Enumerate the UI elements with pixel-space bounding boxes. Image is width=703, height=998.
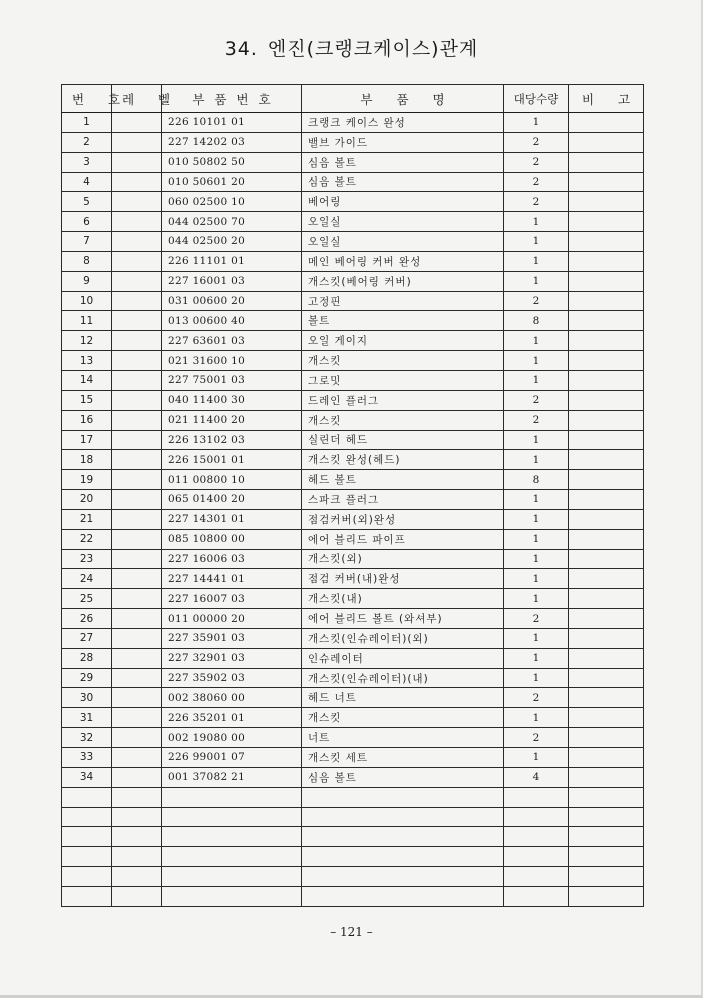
- row-remarks: [569, 569, 644, 589]
- row-part-name: 메인 베어링 커버 완성: [302, 251, 504, 271]
- row-part-number: 002 19080 00: [162, 728, 302, 748]
- row-remarks: [569, 509, 644, 529]
- header-level: 레 벨: [112, 85, 162, 113]
- row-part-name: 에어 블리드 볼트 (와셔부): [302, 609, 504, 629]
- row-part-name: 에어 블리드 파이프: [302, 529, 504, 549]
- row-quantity: 1: [504, 271, 569, 291]
- table-row: [62, 351, 644, 371]
- row-part-number: 065 01400 20: [162, 490, 302, 510]
- row-quantity: 1: [504, 648, 569, 668]
- row-part-number: 044 02500 70: [162, 212, 302, 232]
- row-no: 5: [62, 192, 112, 212]
- header-no: 번 호: [62, 85, 112, 113]
- row-remarks: [569, 847, 644, 867]
- row-quantity: 2: [504, 728, 569, 748]
- row-level: [112, 807, 162, 827]
- row-quantity: 1: [504, 430, 569, 450]
- row-quantity: 2: [504, 192, 569, 212]
- row-level: [112, 549, 162, 569]
- row-quantity: 1: [504, 509, 569, 529]
- row-level: [112, 291, 162, 311]
- table-row: [62, 648, 644, 668]
- table-row: [62, 708, 644, 728]
- row-quantity: 1: [504, 569, 569, 589]
- row-level: [112, 470, 162, 490]
- row-quantity: 2: [504, 688, 569, 708]
- row-part-name: 개스킷: [302, 410, 504, 430]
- table-row: [62, 628, 644, 648]
- header-part-number: 부품번호: [162, 85, 302, 113]
- row-no: 9: [62, 271, 112, 291]
- table-row: [62, 152, 644, 172]
- row-part-number: [162, 827, 302, 847]
- row-part-name: 개스킷(내): [302, 589, 504, 609]
- row-quantity: 1: [504, 668, 569, 688]
- section-number: 34.: [224, 38, 258, 60]
- table-header-row: [62, 85, 644, 113]
- row-no: 2: [62, 132, 112, 152]
- row-quantity: 2: [504, 410, 569, 430]
- empty-table-row: [62, 827, 644, 847]
- row-part-number: [162, 787, 302, 807]
- row-part-name: [302, 827, 504, 847]
- table-row: [62, 291, 644, 311]
- row-level: [112, 847, 162, 867]
- row-quantity: 2: [504, 152, 569, 172]
- row-part-name: 헤드 볼트: [302, 470, 504, 490]
- row-part-name: 개스킷 세트: [302, 748, 504, 768]
- row-remarks: [569, 490, 644, 510]
- row-part-name: 인슈레이터: [302, 648, 504, 668]
- table-row: [62, 311, 644, 331]
- row-level: [112, 390, 162, 410]
- row-part-number: 227 63601 03: [162, 331, 302, 351]
- row-part-number: 226 11101 01: [162, 251, 302, 271]
- row-part-number: 227 14202 03: [162, 132, 302, 152]
- row-quantity: [504, 867, 569, 887]
- row-quantity: [504, 847, 569, 867]
- row-quantity: 1: [504, 450, 569, 470]
- row-no: 14: [62, 370, 112, 390]
- row-part-name: 개스킷(인슈레이터)(외): [302, 628, 504, 648]
- row-part-name: 오일실: [302, 232, 504, 252]
- table-row: [62, 251, 644, 271]
- section-title: 엔진(크랭크케이스)관계: [267, 38, 479, 60]
- table-row: [62, 172, 644, 192]
- row-no: 34: [62, 767, 112, 787]
- row-level: [112, 589, 162, 609]
- row-remarks: [569, 807, 644, 827]
- table-row: [62, 609, 644, 629]
- row-part-name: 개스킷(베어링 커버): [302, 271, 504, 291]
- row-part-number: 226 13102 03: [162, 430, 302, 450]
- row-remarks: [569, 410, 644, 430]
- row-part-number: 010 50802 50: [162, 152, 302, 172]
- row-part-number: 002 38060 00: [162, 688, 302, 708]
- row-quantity: 1: [504, 529, 569, 549]
- row-level: [112, 450, 162, 470]
- row-part-number: [162, 867, 302, 887]
- table-body: [62, 113, 644, 907]
- row-part-number: 227 16001 03: [162, 271, 302, 291]
- row-quantity: 1: [504, 708, 569, 728]
- header-quantity: 대당수량: [504, 85, 569, 113]
- row-remarks: [569, 708, 644, 728]
- row-part-number: [162, 847, 302, 867]
- row-level: [112, 132, 162, 152]
- row-level: [112, 351, 162, 371]
- row-no: 10: [62, 291, 112, 311]
- row-part-name: 개스킷: [302, 708, 504, 728]
- page-number: – 121 –: [330, 925, 373, 939]
- empty-table-row: [62, 847, 644, 867]
- row-remarks: [569, 668, 644, 688]
- row-part-number: 226 15001 01: [162, 450, 302, 470]
- row-part-number: 031 00600 20: [162, 291, 302, 311]
- page-title: [0, 34, 703, 61]
- table-row: [62, 271, 644, 291]
- row-remarks: [569, 132, 644, 152]
- row-level: [112, 569, 162, 589]
- row-part-number: [162, 886, 302, 906]
- row-level: [112, 787, 162, 807]
- row-remarks: [569, 271, 644, 291]
- row-level: [112, 430, 162, 450]
- row-remarks: [569, 331, 644, 351]
- row-part-number: 044 02500 20: [162, 232, 302, 252]
- row-no: [62, 787, 112, 807]
- table-row: [62, 370, 644, 390]
- table-row: [62, 668, 644, 688]
- row-level: [112, 212, 162, 232]
- row-level: [112, 113, 162, 133]
- row-no: 20: [62, 490, 112, 510]
- row-part-number: 001 37082 21: [162, 767, 302, 787]
- row-remarks: [569, 748, 644, 768]
- row-remarks: [569, 589, 644, 609]
- row-no: 1: [62, 113, 112, 133]
- row-quantity: 1: [504, 589, 569, 609]
- table-row: [62, 113, 644, 133]
- row-level: [112, 767, 162, 787]
- table-row: [62, 132, 644, 152]
- table-row: [62, 430, 644, 450]
- row-level: [112, 748, 162, 768]
- row-remarks: [569, 152, 644, 172]
- row-level: [112, 688, 162, 708]
- row-quantity: 2: [504, 132, 569, 152]
- empty-table-row: [62, 886, 644, 906]
- row-part-number: 226 99001 07: [162, 748, 302, 768]
- row-level: [112, 867, 162, 887]
- row-level: [112, 728, 162, 748]
- row-quantity: 8: [504, 311, 569, 331]
- table-row: [62, 331, 644, 351]
- table-row: [62, 509, 644, 529]
- row-part-name: 심음 볼트: [302, 767, 504, 787]
- row-no: [62, 847, 112, 867]
- row-part-name: 개스킷(외): [302, 549, 504, 569]
- row-part-number: 227 35902 03: [162, 668, 302, 688]
- row-level: [112, 628, 162, 648]
- row-part-name: 드레인 플러그: [302, 390, 504, 410]
- row-remarks: [569, 728, 644, 748]
- row-no: 33: [62, 748, 112, 768]
- table-row: [62, 232, 644, 252]
- row-remarks: [569, 430, 644, 450]
- table-row: [62, 728, 644, 748]
- row-remarks: [569, 688, 644, 708]
- row-quantity: 4: [504, 767, 569, 787]
- row-remarks: [569, 767, 644, 787]
- row-quantity: 1: [504, 748, 569, 768]
- row-level: [112, 192, 162, 212]
- row-part-number: 226 35201 01: [162, 708, 302, 728]
- row-part-number: 227 16007 03: [162, 589, 302, 609]
- row-part-number: 227 14441 01: [162, 569, 302, 589]
- row-part-name: 크랭크 케이스 완성: [302, 113, 504, 133]
- row-quantity: 8: [504, 470, 569, 490]
- row-remarks: [569, 212, 644, 232]
- row-part-number: 085 10800 00: [162, 529, 302, 549]
- row-no: 30: [62, 688, 112, 708]
- row-no: 13: [62, 351, 112, 371]
- row-remarks: [569, 311, 644, 331]
- row-no: 8: [62, 251, 112, 271]
- row-quantity: 2: [504, 172, 569, 192]
- row-remarks: [569, 787, 644, 807]
- row-no: 17: [62, 430, 112, 450]
- row-quantity: 1: [504, 212, 569, 232]
- row-remarks: [569, 628, 644, 648]
- table-row: [62, 192, 644, 212]
- row-level: [112, 232, 162, 252]
- row-part-number: 227 32901 03: [162, 648, 302, 668]
- row-part-name: 개스킷 완성(헤드): [302, 450, 504, 470]
- row-no: 6: [62, 212, 112, 232]
- row-level: [112, 708, 162, 728]
- table-row: [62, 450, 644, 470]
- row-part-number: 226 10101 01: [162, 113, 302, 133]
- table-row: [62, 549, 644, 569]
- row-level: [112, 827, 162, 847]
- row-part-name: 그로밋: [302, 370, 504, 390]
- row-level: [112, 172, 162, 192]
- row-no: 15: [62, 390, 112, 410]
- row-quantity: 1: [504, 490, 569, 510]
- header-part-name: 부 품 명: [302, 85, 504, 113]
- row-part-name: 너트: [302, 728, 504, 748]
- row-quantity: [504, 787, 569, 807]
- row-no: 26: [62, 609, 112, 629]
- row-no: [62, 807, 112, 827]
- row-part-number: 040 11400 30: [162, 390, 302, 410]
- row-no: 27: [62, 628, 112, 648]
- row-no: 21: [62, 509, 112, 529]
- table-row: [62, 212, 644, 232]
- row-part-name: 점검 커버(내)완성: [302, 569, 504, 589]
- table-row: [62, 410, 644, 430]
- row-no: 32: [62, 728, 112, 748]
- row-no: 23: [62, 549, 112, 569]
- row-level: [112, 490, 162, 510]
- row-level: [112, 271, 162, 291]
- row-quantity: 1: [504, 628, 569, 648]
- row-part-name: 점검커버(외)완성: [302, 509, 504, 529]
- row-part-number: 010 50601 20: [162, 172, 302, 192]
- row-no: [62, 886, 112, 906]
- row-remarks: [569, 549, 644, 569]
- row-no: 4: [62, 172, 112, 192]
- row-level: [112, 529, 162, 549]
- row-level: [112, 668, 162, 688]
- row-part-name: 심음 볼트: [302, 172, 504, 192]
- row-part-number: 011 00000 20: [162, 609, 302, 629]
- row-level: [112, 410, 162, 430]
- row-remarks: [569, 291, 644, 311]
- row-quantity: 1: [504, 232, 569, 252]
- row-no: 28: [62, 648, 112, 668]
- row-level: [112, 886, 162, 906]
- row-part-name: [302, 807, 504, 827]
- row-remarks: [569, 450, 644, 470]
- empty-table-row: [62, 867, 644, 887]
- header-remarks: 비 고: [569, 85, 644, 113]
- row-part-name: 개스킷: [302, 351, 504, 371]
- row-part-name: [302, 886, 504, 906]
- row-part-name: 오일실: [302, 212, 504, 232]
- row-remarks: [569, 470, 644, 490]
- row-remarks: [569, 867, 644, 887]
- row-no: 18: [62, 450, 112, 470]
- row-part-name: 볼트: [302, 311, 504, 331]
- table-row: [62, 490, 644, 510]
- row-no: 16: [62, 410, 112, 430]
- row-remarks: [569, 609, 644, 629]
- row-part-name: 헤드 너트: [302, 688, 504, 708]
- row-part-number: 227 35901 03: [162, 628, 302, 648]
- row-remarks: [569, 351, 644, 371]
- row-no: 11: [62, 311, 112, 331]
- row-no: 31: [62, 708, 112, 728]
- row-remarks: [569, 529, 644, 549]
- row-remarks: [569, 370, 644, 390]
- row-part-number: 227 16006 03: [162, 549, 302, 569]
- table-row: [62, 688, 644, 708]
- row-part-name: [302, 787, 504, 807]
- row-part-name: 개스킷(인슈레이터)(내): [302, 668, 504, 688]
- row-quantity: [504, 807, 569, 827]
- row-part-number: 227 14301 01: [162, 509, 302, 529]
- table-row: [62, 748, 644, 768]
- empty-table-row: [62, 787, 644, 807]
- row-quantity: 2: [504, 390, 569, 410]
- row-quantity: 2: [504, 291, 569, 311]
- row-quantity: 1: [504, 549, 569, 569]
- row-level: [112, 251, 162, 271]
- row-quantity: 1: [504, 370, 569, 390]
- row-quantity: 1: [504, 251, 569, 271]
- row-quantity: 1: [504, 351, 569, 371]
- parts-table: [61, 84, 644, 907]
- row-remarks: [569, 172, 644, 192]
- row-level: [112, 331, 162, 351]
- row-part-number: 021 31600 10: [162, 351, 302, 371]
- row-part-name: 실린더 헤드: [302, 430, 504, 450]
- row-part-number: 021 11400 20: [162, 410, 302, 430]
- row-part-name: [302, 847, 504, 867]
- row-quantity: [504, 886, 569, 906]
- row-no: 7: [62, 232, 112, 252]
- row-level: [112, 370, 162, 390]
- table-row: [62, 589, 644, 609]
- row-remarks: [569, 827, 644, 847]
- table-row: [62, 390, 644, 410]
- row-no: 25: [62, 589, 112, 609]
- row-part-name: 고정핀: [302, 291, 504, 311]
- row-part-number: 060 02500 10: [162, 192, 302, 212]
- row-remarks: [569, 648, 644, 668]
- row-level: [112, 311, 162, 331]
- row-part-name: 베어링: [302, 192, 504, 212]
- row-quantity: 2: [504, 609, 569, 629]
- table-row: [62, 529, 644, 549]
- row-no: 19: [62, 470, 112, 490]
- row-part-name: 밸브 가이드: [302, 132, 504, 152]
- row-part-number: 013 00600 40: [162, 311, 302, 331]
- row-part-name: [302, 867, 504, 887]
- table-row: [62, 569, 644, 589]
- table-row: [62, 470, 644, 490]
- row-remarks: [569, 192, 644, 212]
- row-remarks: [569, 232, 644, 252]
- row-level: [112, 152, 162, 172]
- row-part-name: 스파크 플러그: [302, 490, 504, 510]
- row-quantity: 1: [504, 113, 569, 133]
- row-level: [112, 609, 162, 629]
- row-quantity: [504, 827, 569, 847]
- row-level: [112, 648, 162, 668]
- row-no: 3: [62, 152, 112, 172]
- row-no: 24: [62, 569, 112, 589]
- row-remarks: [569, 886, 644, 906]
- row-remarks: [569, 113, 644, 133]
- row-no: 22: [62, 529, 112, 549]
- row-part-number: [162, 807, 302, 827]
- row-no: 12: [62, 331, 112, 351]
- row-no: [62, 867, 112, 887]
- row-remarks: [569, 390, 644, 410]
- table-row: [62, 767, 644, 787]
- row-no: [62, 827, 112, 847]
- row-level: [112, 509, 162, 529]
- row-remarks: [569, 251, 644, 271]
- row-no: 29: [62, 668, 112, 688]
- empty-table-row: [62, 807, 644, 827]
- row-part-number: 227 75001 03: [162, 370, 302, 390]
- row-part-name: 심음 볼트: [302, 152, 504, 172]
- row-quantity: 1: [504, 331, 569, 351]
- row-part-name: 오일 게이지: [302, 331, 504, 351]
- row-part-number: 011 00800 10: [162, 470, 302, 490]
